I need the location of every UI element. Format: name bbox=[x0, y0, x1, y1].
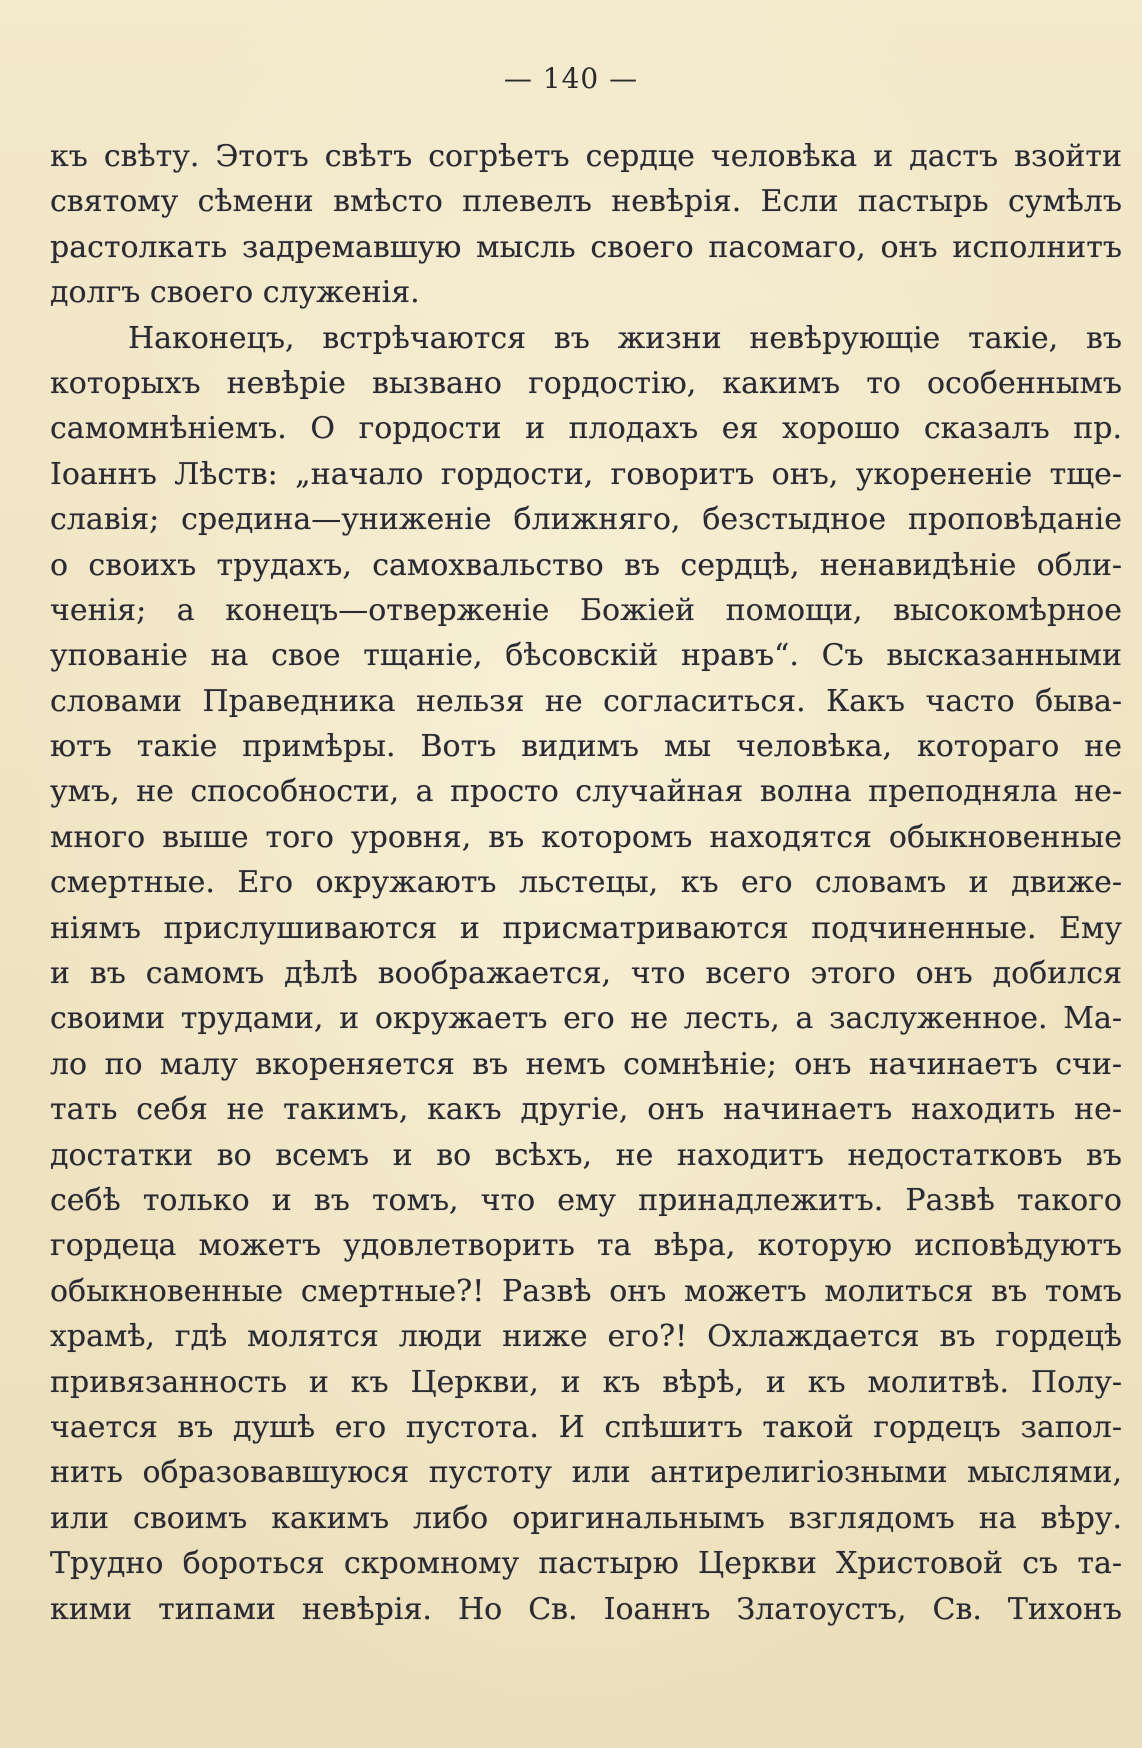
text-line: упованіе на свое тщаніе, бѣсовскій нравъ“. Съ высказанными bbox=[50, 638, 1122, 674]
text-line: ло по малу вкореняется въ немъ сомнѣніе; онъ начинаетъ счи- bbox=[50, 1046, 1122, 1082]
text-line: которыхъ невѣріе вызвано гордостію, какимъ то особеннымъ bbox=[50, 365, 1122, 401]
text-line: себѣ только и въ томъ, что ему принадлежитъ. Развѣ такого bbox=[50, 1182, 1122, 1218]
text-line: привязанность и къ Церкви, и къ вѣрѣ, и къ молитвѣ. Полу- bbox=[50, 1364, 1122, 1400]
text-line: своими трудами, и окружаетъ его не лесть, а заслуженное. Ма- bbox=[50, 1001, 1122, 1037]
text-line: славія; средина—униженіе ближняго, безстыдное проповѣданіе bbox=[50, 502, 1122, 538]
text-line: смертные. Его окружаютъ льстецы, къ его словамъ и движе- bbox=[50, 865, 1122, 901]
text-line: ніямъ прислушиваются и присматриваются подчиненные. Ему bbox=[50, 910, 1122, 946]
text-line: долгъ своего служенія. bbox=[50, 275, 420, 311]
text-line: кими типами невѣрія. Но Св. Іоаннъ Златоустъ, Св. Тихонъ bbox=[50, 1591, 1122, 1627]
text-line: ютъ такіе примѣры. Вотъ видимъ мы человѣка, котораго не bbox=[50, 729, 1122, 765]
text-line: Трудно бороться скромному пастырю Церкви Христовой съ та- bbox=[50, 1546, 1122, 1582]
text-line: нить образовавшуюся пустоту или антирелигіозными мыслями, bbox=[50, 1455, 1122, 1491]
text-line: храмѣ, гдѣ молятся люди ниже его?! Охлаждается въ гордецѣ bbox=[50, 1319, 1122, 1355]
text-line: и въ самомъ дѣлѣ воображается, что всего этого онъ добился bbox=[50, 956, 1122, 992]
text-line: о своихъ трудахъ, самохвальство въ сердцѣ, ненавидѣніе обли- bbox=[50, 547, 1122, 583]
text-line: растолкать задремавшую мысль своего пасомаго, онъ исполнитъ bbox=[50, 229, 1122, 265]
text-line: чается въ душѣ его пустота. И спѣшитъ такой гордецъ запол- bbox=[50, 1409, 1122, 1445]
text-line: много выше того уровня, въ которомъ находятся обыкновенные bbox=[50, 819, 1122, 855]
text-line: къ свѣту. Этотъ свѣтъ согрѣетъ сердце человѣка и дастъ взойти bbox=[50, 139, 1122, 174]
text-line: тать себя не такимъ, какъ другіе, онъ начинаетъ находить не- bbox=[50, 1092, 1122, 1128]
body-text bbox=[50, 134, 1122, 1632]
text-line: гордеца можетъ удовлетворить та вѣра, которую исповѣдуютъ bbox=[50, 1228, 1122, 1264]
text-line: или своимъ какимъ либо оригинальнымъ взглядомъ на вѣру. bbox=[50, 1500, 1122, 1536]
text-line: словами Праведника нельзя не согласиться. Какъ часто быва- bbox=[50, 683, 1122, 719]
text-line: Іоаннъ Лѣств: „начало гордости, говоритъ онъ, укорененіе тще- bbox=[50, 456, 1122, 492]
paragraph-first-line: Наконецъ, встрѣчаются въ жизни невѣрующіе такіе, въ bbox=[128, 320, 1122, 356]
text-line: самомнѣніемъ. О гордости и плодахъ ея хорошо сказалъ пр. bbox=[50, 411, 1122, 447]
page-number: — 140 — bbox=[503, 62, 639, 95]
text-line: ченія; а конецъ—отверженіе Божіей помощи, высокомѣрное bbox=[50, 592, 1122, 628]
text-line: достатки во всемъ и во всѣхъ, не находитъ недостатковъ въ bbox=[50, 1137, 1122, 1173]
text-line: умъ, не способности, а просто случайная волна преподняла не- bbox=[50, 774, 1122, 810]
text-line: святому сѣмени вмѣсто плевелъ невѣрія. Если пастырь сумѣлъ bbox=[50, 184, 1122, 220]
text-line: обыкновенные смертные?! Развѣ онъ можетъ молиться въ томъ bbox=[50, 1273, 1122, 1309]
